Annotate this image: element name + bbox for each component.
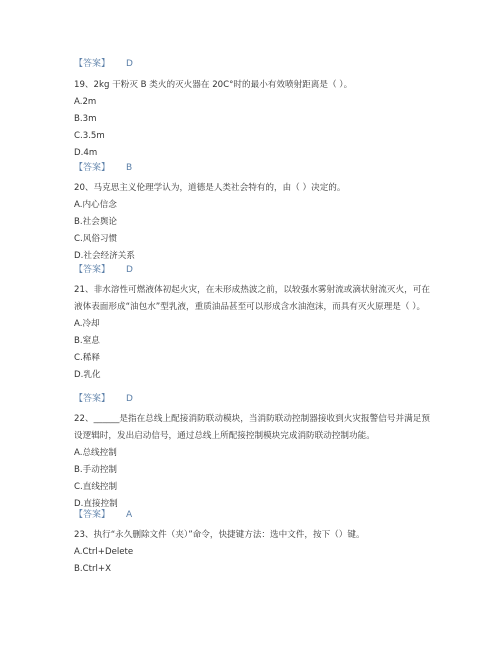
option-d: D.4m [74,148,98,158]
answer-label: 【答案】 [74,265,111,275]
answer-label: 【答案】 [74,510,111,520]
option-b: B.窒息 [74,336,100,346]
question-stem: 23、执行“永久删除文件（夹）”命令，快捷键方法：选中文件，按下（）键。 [74,530,365,540]
answer-letter: D [126,59,133,69]
question-21 [74,282,430,384]
question-20 [74,180,430,265]
question-stem: 22、______是指在总线上配接消防联动模块，当消防联动控制器接收到火灾报警信号并满足预设逻辑时，发出启动信号，通过总线上所配接控制模块完成消防联动控制功能。 [74,414,430,441]
option-c: C.稀释 [74,353,100,363]
question-stem: 21、非水溶性可燃液体初起火灾，在未形成热波之前，以较强水雾射流或滴状射流灭火，可在液体表面形成“油包水”型乳液，重质油品甚至可以形成含水油泡沫，而具有灭火原理是（ ）。 [74,285,430,312]
option-a: A.Ctrl+Delete [74,547,134,557]
question-stem: 20、马克思主义伦理学认为，道德是人类社会特有的，由（ ）决定的。 [74,183,346,193]
option-c: C.直线控制 [74,482,118,492]
question-stem: 19、2kg 干粉灭 B 类火的灭火器在 20C°时的最小有效喷射距离是（ ）。 [74,80,353,90]
option-c: C.3.5m [74,131,105,141]
option-a: A.总线控制 [74,448,117,458]
option-a: A.内心信念 [74,200,117,210]
answer-line [74,160,132,173]
option-a: A.2m [74,97,97,107]
answer-letter: D [126,265,133,275]
option-d: D.直接控制 [74,499,118,509]
answer-label: 【答案】 [74,394,111,404]
answer-line [74,507,132,520]
question-22 [74,411,430,513]
option-b: B.Ctrl+X [74,564,112,574]
answer-label: 【答案】 [74,163,111,173]
question-23 [74,527,430,578]
option-b: B.社会舆论 [74,217,118,227]
answer-letter: B [126,163,133,173]
answer-label: 【答案】 [74,59,111,69]
answer-letter: A [126,510,133,520]
option-b: B.手动控制 [74,465,118,475]
answer-line [74,391,133,404]
option-b: B.3m [74,114,97,124]
answer-line [74,56,133,69]
option-a: A.冷却 [74,319,100,329]
answer-line [74,262,133,275]
option-d: D.社会经济关系 [74,251,135,261]
answer-letter: D [126,394,133,404]
option-c: C.风俗习惯 [74,234,118,244]
option-d: D.乳化 [74,370,101,380]
question-19 [74,77,430,162]
